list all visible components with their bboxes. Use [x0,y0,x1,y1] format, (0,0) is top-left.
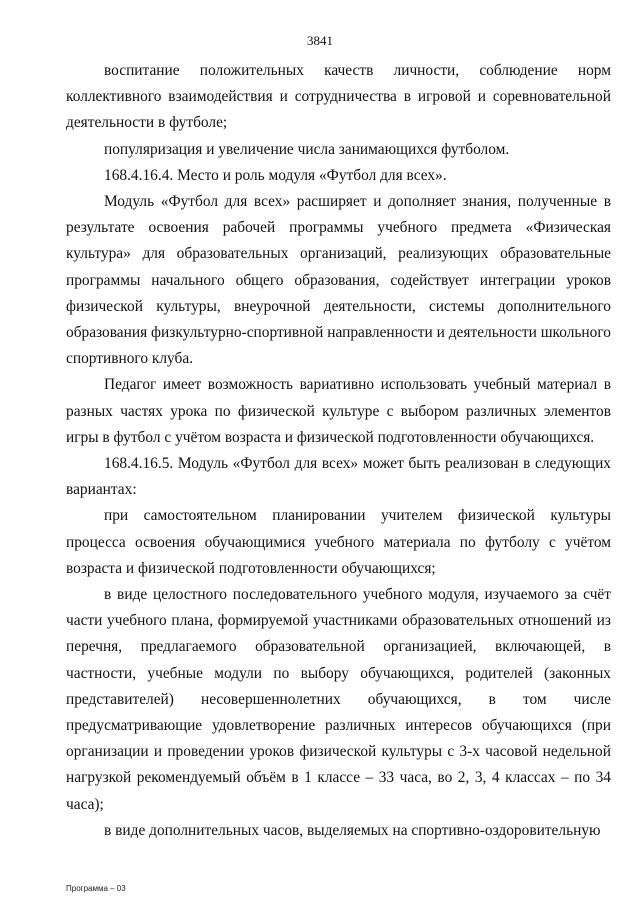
paragraph: Модуль «Футбол для всех» расширяет и дополняет знания, полученные в результате освоения рабочей программы учебного предмета «Физическая культура» для образовательных организаций, реализующих образовательные программы начального общего образования, содействует интеграции уроков физической культуры, внеурочной деятельности, системы дополнительного образования физкультурно-спортивной направленности и деятельности школьного спортивного клуба. [66,193,611,368]
page-footer: Программа – 03 [66,884,126,893]
page-number: 3841 [307,33,333,48]
section-heading: 168.4.16.5. Модуль «Футбол для всех» может быть реализован в следующих вариантах: [66,455,611,499]
paragraph: популяризация и увеличение числа занимающихся футболом. [104,140,510,158]
list-item: в виде целостного последовательного учебного модуля, изучаемого за счёт части учебного плана, формируемой участниками образовательных отношений из перечня, предлагаемого образовательной организацией, включающей, в частности, учебные модули по выбору обучающихся, родителей (законных представителей) несовершеннолетних обучающихся, в том числе предусматривающие удовлетворение различных интересов обучающихся (при организации и проведении уроков физической культуры с 3-х часовой недельной нагрузкой рекомендуемый объём в 1 классе – 33 часа, во 2, 3, 4 классах – по 34 часа); [66,586,611,813]
list-item: при самостоятельном планировании учителем физической культуры процесса освоения обучающимися учебного материала по футболу с учётом возраста и физической подготовленности обучающихся; [66,507,611,577]
paragraph: Педагог имеет возможность вариативно использовать учебный материал в разных частях урока по физической культуре с выбором различных элементов игры в футбол с учётом возраста и физической подготовленности обучающихся. [66,376,611,446]
section-heading: 168.4.16.4. Место и роль модуля «Футбол для всех». [104,166,447,184]
list-item: в виде дополнительных часов, выделяемых на спортивно-оздоровительную [104,821,601,839]
paragraph: воспитание положительных качеств личности, соблюдение норм коллективного взаимодействия и сотрудничества в игровой и соревновательной деятельности в футболе; [66,62,611,132]
document-body [66,58,611,844]
